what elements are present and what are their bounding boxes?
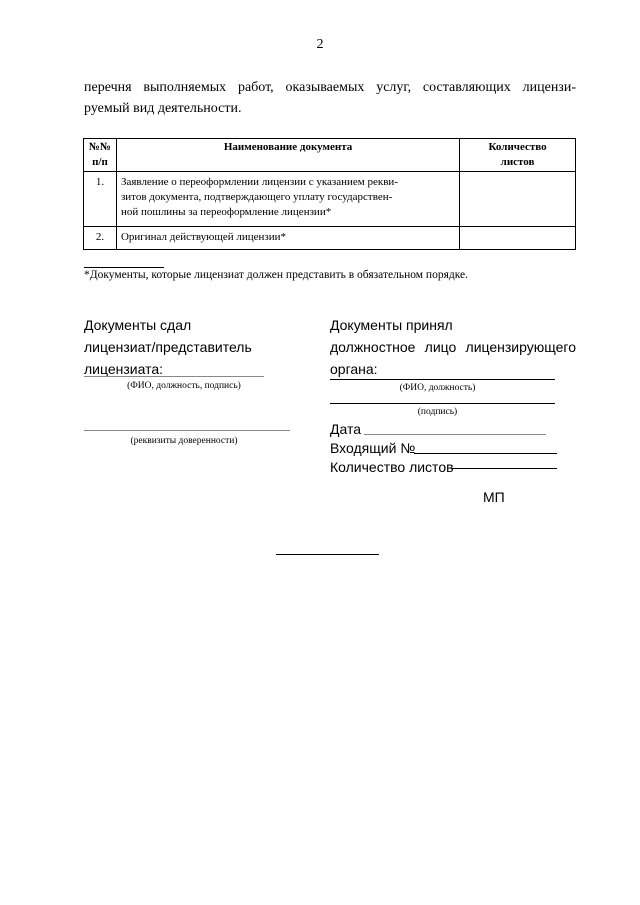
received-by-heading <box>330 314 576 380</box>
header-sheet-count <box>460 139 576 172</box>
right-heading-line3: органа: <box>330 361 378 377</box>
row-sheet-count[interactable] <box>460 227 576 250</box>
official-fio-line[interactable] <box>330 379 555 380</box>
left-heading-line2: лицензиат/представитель <box>84 339 252 355</box>
header-count-line1: Количество <box>488 141 547 153</box>
right-heading-line2: должностное лицо лицензирующего <box>330 339 576 355</box>
incoming-number-line[interactable] <box>414 453 557 454</box>
table-row <box>84 172 576 227</box>
header-number <box>84 139 117 172</box>
row-sheet-count[interactable] <box>460 172 576 227</box>
caption-official-signature: (подпись) <box>417 407 458 417</box>
incoming-number-label: Входящий № <box>330 440 416 456</box>
footnote-separator <box>84 267 164 268</box>
row-number: 2. <box>84 227 117 250</box>
caption-official-fio: (ФИО, должность) <box>399 383 476 393</box>
submitted-by-heading <box>84 314 284 380</box>
footnote: *Документы, которые лицензиат должен представить в обязательном порядке. <box>84 269 469 281</box>
caption-fio-signature: (ФИО, должность, подпись) <box>127 381 241 391</box>
table-row <box>84 227 576 250</box>
header-document-name: Наименование документа <box>116 139 459 172</box>
date-line[interactable] <box>364 434 546 435</box>
end-of-document-line <box>276 554 379 555</box>
row-name-line: Заявление о переоформлении лицензии с указанием рекви- <box>120 176 398 188</box>
stamp-place-label: МП <box>483 489 505 505</box>
left-heading-line3: лицензиата: <box>84 361 164 377</box>
intro-paragraph <box>84 77 576 119</box>
header-number-line2: п/п <box>92 156 108 168</box>
header-number-line1: №№ <box>88 141 112 153</box>
official-signature-line[interactable] <box>330 403 555 404</box>
intro-line-1: перечня выполняемых работ, оказываемых услуг, составляющих лицензи- <box>84 80 576 95</box>
caption-power-of-attorney: (реквизиты доверенности) <box>130 436 238 446</box>
table-header-row <box>84 139 576 172</box>
page-number: 2 <box>316 37 324 52</box>
row-name-line: зитов документа, подтверждающего уплату государствен- <box>120 191 393 203</box>
row-document-name <box>116 172 459 227</box>
date-label: Дата <box>330 421 362 437</box>
sheet-count-label: Количество листов <box>330 459 454 475</box>
left-heading-line1: Документы сдал <box>84 317 192 333</box>
row-document-name <box>116 227 459 250</box>
signature-line-fio[interactable] <box>84 376 264 377</box>
documents-table <box>83 138 576 250</box>
intro-line-2: руемый вид деятельности. <box>84 101 242 116</box>
row-number: 1. <box>84 172 117 227</box>
row-name-line: Оригинал действующей лицензии* <box>120 231 287 243</box>
header-count-line2: листов <box>500 156 535 168</box>
sheet-count-line[interactable] <box>451 468 557 469</box>
signature-line-power-of-attorney[interactable] <box>84 430 290 431</box>
row-name-line: ной пошлины за переоформление лицензии* <box>120 206 332 218</box>
right-heading-line1: Документы принял <box>330 317 453 333</box>
